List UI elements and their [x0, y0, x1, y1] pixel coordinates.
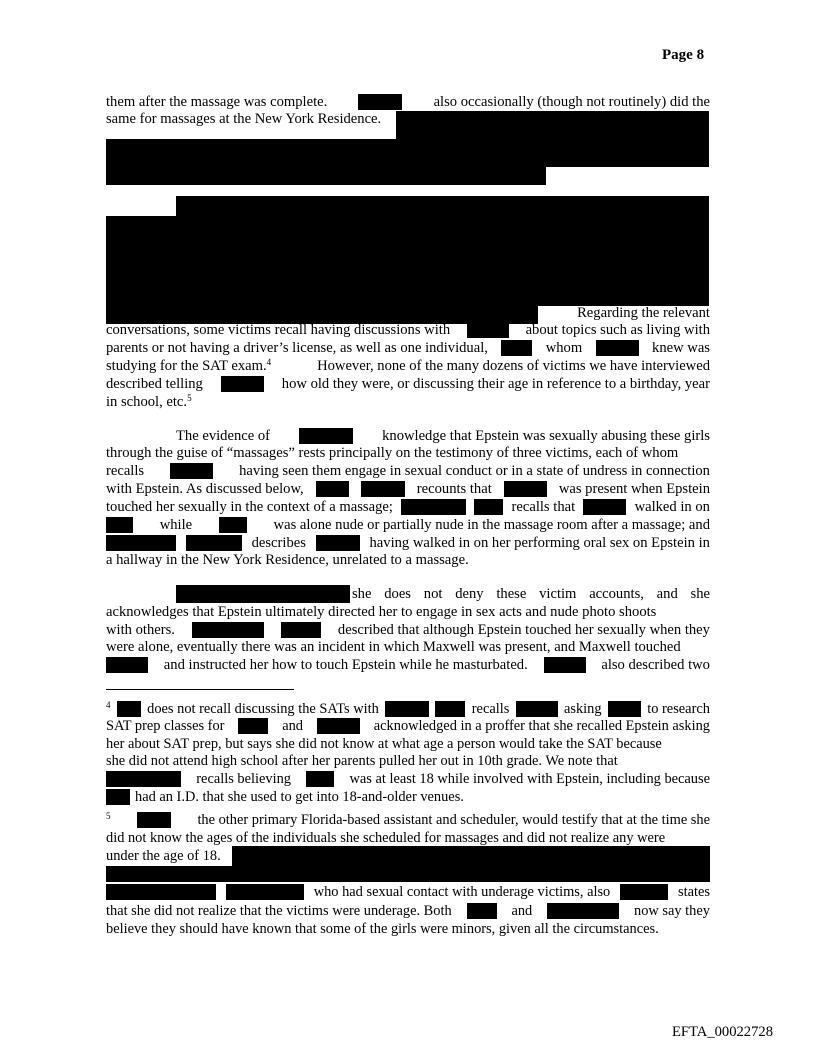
text: recalls	[471, 701, 510, 717]
text: walked in on	[634, 499, 710, 515]
text: while	[159, 517, 193, 533]
redaction-box	[544, 657, 586, 673]
text: However, none of the many dozens of victims we have interviewed	[317, 358, 710, 374]
text: she does not deny these victim accounts, and she	[352, 586, 710, 602]
page-number: Page 8	[662, 47, 705, 63]
body-line	[106, 639, 710, 656]
redaction-box	[596, 340, 639, 356]
footnote-divider	[106, 689, 294, 690]
redaction-box	[219, 517, 247, 533]
text: had an I.D. that she used to get into 18-and-older venues.	[135, 789, 464, 805]
redaction-box	[608, 701, 641, 717]
footnote-line	[106, 701, 710, 718]
text: and instructed her how to touch Epstein while he masturbated.	[163, 657, 528, 673]
text: parents or not having a driver’s license, as well as one individual,	[106, 340, 488, 356]
body-line	[106, 463, 710, 480]
text: was present when Epstein	[558, 481, 710, 497]
redaction-box	[306, 771, 334, 787]
text: conversations, some victims recall having discussions with	[106, 322, 451, 338]
redaction-box	[474, 499, 503, 515]
footnote-ref: 4	[266, 357, 272, 367]
redaction-box	[281, 622, 321, 638]
body-line	[352, 586, 710, 603]
redaction-box	[106, 167, 546, 185]
text: in school, etc.$^5$	[106, 393, 192, 410]
text: about topics such as living with	[525, 322, 710, 338]
text: them after the massage was complete.	[106, 94, 328, 110]
text: studying for the SAT exam.$^4$	[106, 357, 272, 374]
text: the other primary Florida-based assistant and scheduler, would testify that at the time she	[197, 812, 710, 828]
redaction-box	[176, 196, 709, 216]
body-line	[106, 535, 710, 552]
text: did not know the ages of the individuals she scheduled for massages and did not realize any were	[106, 830, 666, 846]
body-line	[106, 622, 710, 639]
redaction-box	[467, 322, 509, 338]
redaction-box	[170, 463, 213, 479]
body-line	[106, 499, 710, 516]
redaction-box	[106, 139, 709, 167]
text: recalls that	[511, 499, 576, 515]
body-line	[106, 481, 710, 498]
redaction-box	[385, 701, 429, 717]
footnote-line	[106, 884, 710, 901]
body-line	[106, 358, 710, 375]
body-line	[106, 322, 710, 339]
body-line	[106, 552, 710, 569]
footnote-line	[106, 736, 710, 753]
redaction-box	[583, 499, 626, 515]
redaction-box	[396, 111, 709, 139]
text: described telling	[106, 376, 203, 392]
redaction-box	[192, 622, 264, 638]
redaction-box	[299, 428, 353, 444]
redaction-box	[106, 771, 181, 787]
text	[106, 701, 111, 718]
footnote-line	[106, 903, 710, 920]
text: SAT prep classes for	[106, 718, 225, 734]
text: touched her sexually in the context of a massage;	[106, 499, 393, 515]
text: knew was	[652, 340, 710, 356]
text: a hallway in the New York Residence, unrelated to a massage.	[106, 552, 469, 568]
body-line	[106, 394, 710, 411]
text: same for massages at the New York Residence.	[106, 111, 382, 127]
redaction-box	[516, 701, 558, 717]
footnote-line	[106, 830, 710, 847]
text: she did not attend high school after her parents pulled her out in 10th grade. We note that	[106, 753, 618, 769]
text: whom	[545, 340, 583, 356]
redaction-box	[106, 517, 133, 533]
redaction-box	[226, 884, 304, 900]
text: and	[511, 903, 533, 919]
redaction-box	[316, 535, 360, 551]
text: under the age of 18.	[106, 848, 221, 864]
footnote-marker: 4	[106, 700, 111, 710]
text: how old they were, or discussing their age in reference to a birthday, year	[281, 376, 710, 392]
body-line	[106, 340, 710, 357]
footnote-line	[106, 812, 710, 829]
redaction-box	[435, 701, 465, 717]
redaction-box	[106, 216, 709, 306]
redaction-box	[137, 812, 171, 828]
footnote-ref: 5	[187, 393, 192, 403]
redaction-box	[221, 376, 264, 392]
text: through the guise of “massages” rests principally on the testimony of three victims, each of whom	[106, 445, 679, 461]
text: also described two	[601, 657, 710, 673]
redaction-box	[238, 718, 268, 734]
text: believe they should have known that some of the girls were minors, given all the circumstances.	[106, 921, 659, 937]
redaction-box	[358, 94, 402, 110]
footnote-line	[106, 921, 710, 938]
text: were alone, eventually there was an incident in which Maxwell was present, and Maxwell touched	[106, 639, 681, 655]
redaction-box	[106, 789, 130, 805]
footnote-marker: 5	[106, 811, 111, 821]
text: does not recall discussing the SATs with	[147, 701, 379, 717]
redaction-box	[467, 903, 497, 919]
redaction-box	[106, 884, 216, 900]
text: asking	[563, 701, 602, 717]
footnote-line	[106, 718, 710, 735]
footnote-line	[106, 771, 710, 788]
text: describes	[251, 535, 306, 551]
text: also occasionally (though not routinely) did the	[433, 94, 710, 110]
body-line	[106, 657, 710, 674]
body-line	[106, 94, 710, 111]
redaction-box	[106, 535, 176, 551]
text: Regarding the relevant	[577, 305, 710, 321]
text: recounts that	[416, 481, 492, 497]
text	[106, 812, 111, 829]
text: with others.	[106, 622, 175, 638]
text: her about SAT prep, but says she did not know at what age a person would take the SAT because	[106, 736, 662, 752]
body-line	[176, 428, 710, 445]
text: The evidence of	[176, 428, 270, 444]
text: states	[677, 884, 710, 900]
redaction-box	[504, 481, 547, 497]
text: who had sexual contact with underage victims, also	[313, 884, 611, 900]
bates-number: EFTA_00022728	[672, 1024, 773, 1040]
body-line	[106, 604, 710, 621]
redaction-box	[232, 846, 710, 882]
redaction-box	[620, 884, 668, 900]
text: and	[282, 718, 303, 734]
redaction-box	[106, 866, 236, 882]
text: acknowledges that Epstein ultimately directed her to engage in sex acts and nude photo shoots	[106, 604, 657, 620]
footnote-line	[106, 789, 710, 806]
redaction-box	[316, 481, 349, 497]
body-line	[106, 445, 710, 462]
text: now say they	[634, 903, 710, 919]
body-line	[106, 376, 710, 393]
text: having seen them engage in sexual conduct or in a state of undress in connection	[239, 463, 710, 479]
redaction-box	[176, 585, 350, 603]
footnote-line	[106, 753, 710, 770]
text: to research	[647, 701, 710, 717]
redaction-box	[501, 340, 532, 356]
text: having walked in on her performing oral sex on Epstein in	[369, 535, 710, 551]
redaction-box	[117, 701, 141, 717]
text: with Epstein. As discussed below,	[106, 481, 304, 497]
redaction-box	[547, 903, 619, 919]
redaction-box	[186, 535, 242, 551]
text: acknowledged in a proffer that she recalled Epstein asking	[373, 718, 710, 734]
text: was alone nude or partially nude in the massage room after a massage; and	[273, 517, 710, 533]
text: recalls believing	[196, 771, 291, 787]
redaction-box	[106, 657, 148, 673]
redaction-box	[361, 481, 405, 497]
text: recalls	[106, 463, 145, 479]
text: knowledge that Epstein was sexually abusing these girls	[382, 428, 710, 444]
redaction-box	[401, 499, 466, 515]
text: described that although Epstein touched her sexually when they	[337, 622, 710, 638]
text: was at least 18 while involved with Epstein, including because	[349, 771, 710, 787]
text: that she did not realize that the victims were underage. Both	[106, 903, 452, 919]
body-line	[106, 517, 710, 534]
redaction-box	[317, 718, 360, 734]
